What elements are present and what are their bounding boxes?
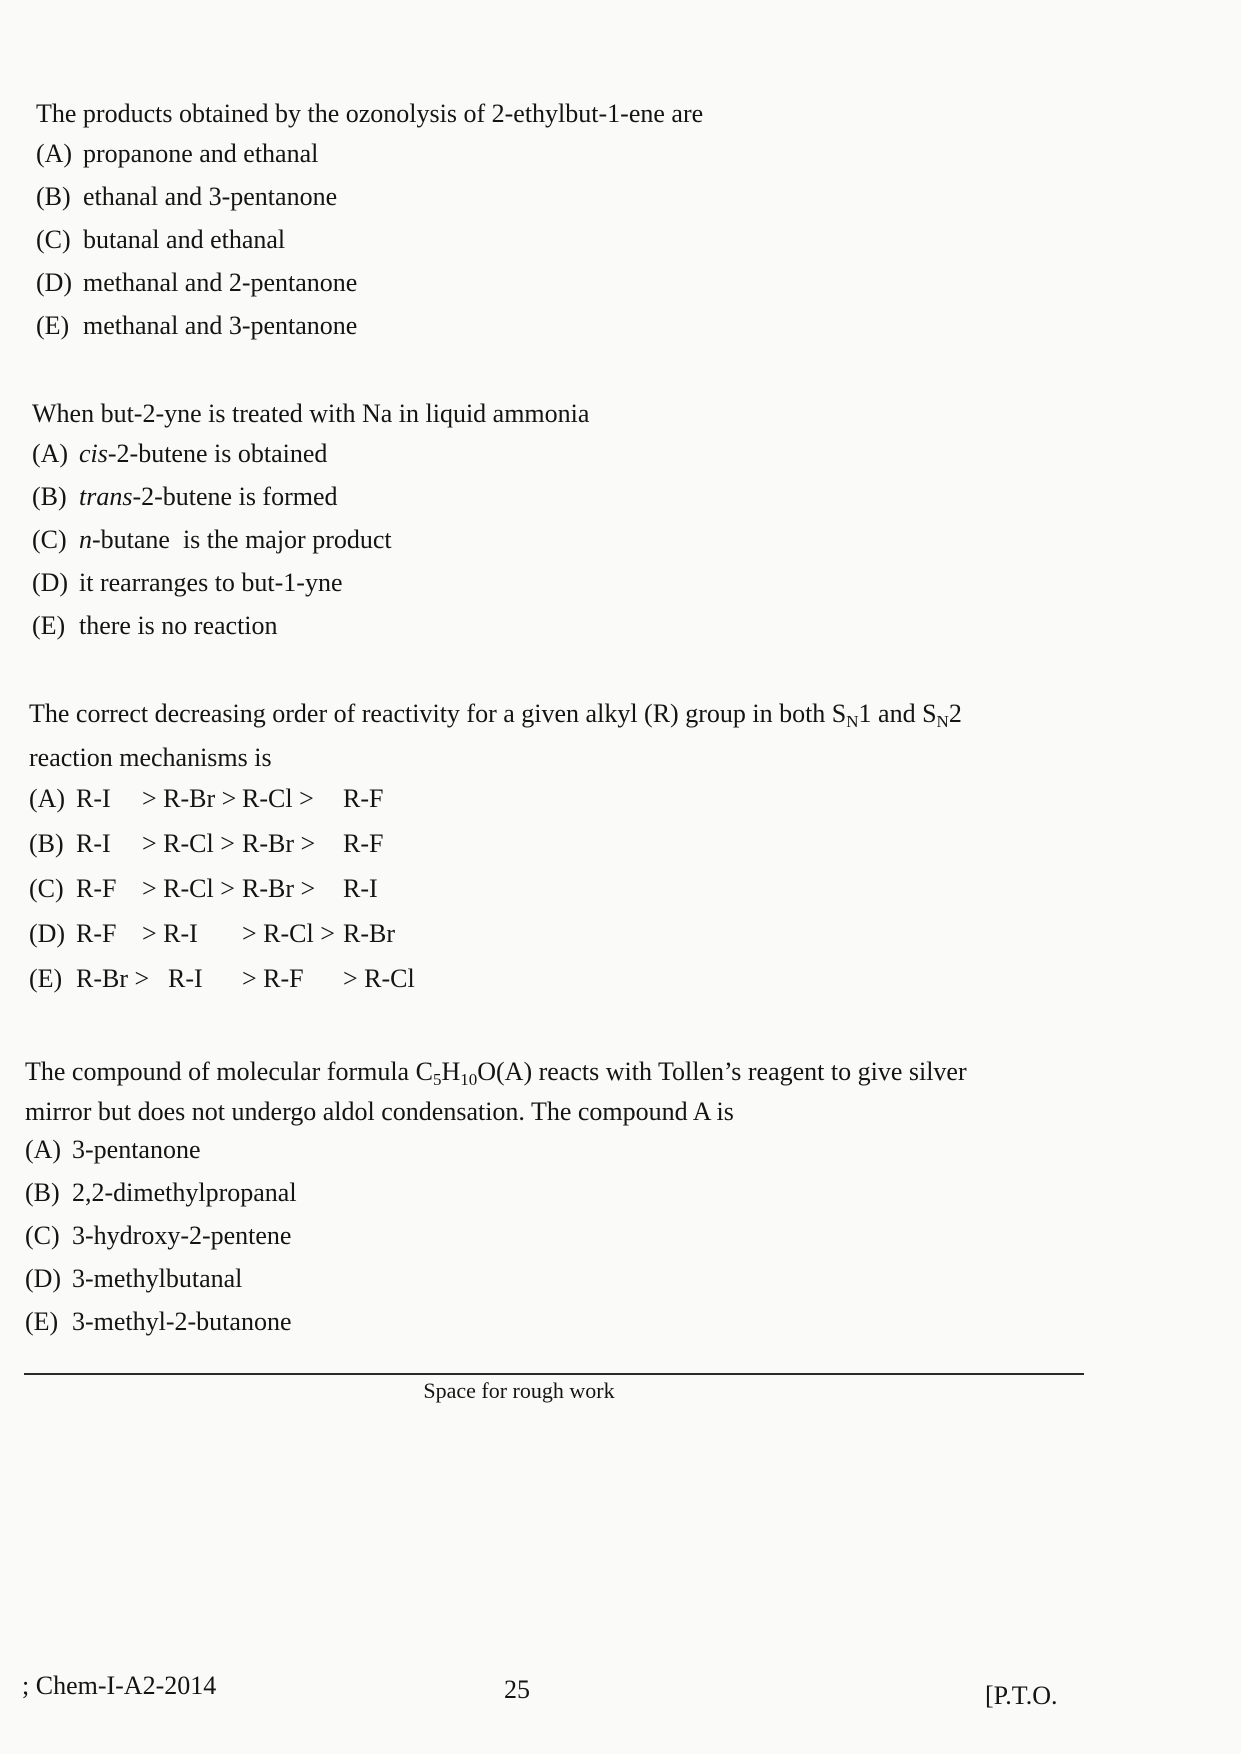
subscript: N	[936, 712, 949, 731]
option-c[interactable]	[29, 866, 962, 911]
option-text: 3-methylbutanal	[72, 1264, 243, 1293]
option-a[interactable]	[25, 1128, 967, 1171]
option-prefix-italic: trans	[79, 482, 133, 511]
option-letter: (B)	[29, 829, 64, 858]
option-prefix-italic: n	[79, 525, 92, 554]
question-stem: When but-2-yne is treated with Na in liquid ammonia	[32, 399, 590, 428]
option-letter: (B)	[36, 182, 71, 211]
rough-work-label: Space for rough work	[423, 1378, 615, 1403]
option-letter: (C)	[32, 525, 67, 554]
option-letter: (C)	[29, 874, 64, 903]
question-tollens	[25, 1056, 967, 1343]
option-b[interactable]	[29, 821, 962, 866]
option-text: 3-pentanone	[72, 1135, 201, 1164]
question-stem	[29, 696, 962, 740]
subscript: 10	[460, 1070, 478, 1089]
subscript: 5	[432, 1070, 442, 1089]
question-but-2-yne	[32, 396, 589, 647]
option-e[interactable]	[29, 956, 962, 1001]
option-text: there is no reaction	[79, 611, 278, 640]
option-letter: (A)	[25, 1135, 62, 1164]
footer-page-number: 25	[504, 1675, 530, 1704]
option-d[interactable]	[32, 561, 589, 604]
option-b[interactable]	[36, 175, 703, 218]
question-stem: The products obtained by the ozonolysis of 2-ethylbut-1-ene are	[36, 99, 704, 128]
order-item: R-F	[76, 874, 117, 903]
option-c[interactable]	[36, 218, 703, 261]
option-letter: (C)	[36, 225, 71, 254]
option-c[interactable]	[32, 518, 589, 561]
option-letter: (E)	[36, 311, 70, 340]
option-b[interactable]	[25, 1171, 967, 1214]
question-sn-reactivity	[29, 696, 962, 1001]
option-a[interactable]	[36, 132, 703, 175]
order-item: > R-F	[242, 964, 304, 993]
order-item: > R-Cl >	[142, 829, 235, 858]
order-item: R-F	[76, 919, 117, 948]
option-e[interactable]	[32, 604, 589, 647]
option-text: methanal and 3-pentanone	[83, 311, 358, 340]
order-item: R-Br >	[76, 964, 150, 993]
option-letter: (D)	[36, 268, 73, 297]
option-text: methanal and 2-pentanone	[83, 268, 358, 297]
option-letter: (D)	[32, 568, 69, 597]
stem-text: 1 and S	[858, 699, 937, 728]
option-text: it rearranges to but-1-yne	[79, 568, 343, 597]
order-item: R-Br >	[242, 829, 316, 858]
option-letter: (E)	[29, 964, 63, 993]
option-prefix-italic: cis	[79, 439, 108, 468]
option-d[interactable]	[25, 1257, 967, 1300]
rough-work-divider	[24, 1373, 1084, 1375]
option-text	[79, 432, 327, 475]
option-letter: (D)	[29, 919, 66, 948]
order-item: > R-Cl >	[242, 919, 335, 948]
option-d[interactable]	[29, 911, 962, 956]
order-item: R-F	[343, 829, 384, 858]
option-text-rest: -2-butene is formed	[132, 482, 338, 511]
order-item: R-I	[343, 874, 378, 903]
order-item: > R-Cl >	[142, 874, 235, 903]
order-item: R-I	[168, 964, 203, 993]
option-text: 3-methyl-2-butanone	[72, 1307, 292, 1336]
stem-text: The compound of molecular formula C	[25, 1057, 433, 1086]
option-letter: (E)	[25, 1307, 59, 1336]
order-item: R-F	[343, 784, 384, 813]
order-item: R-Br	[343, 919, 395, 948]
order-item: > R-I	[142, 919, 198, 948]
option-e[interactable]	[36, 304, 703, 347]
option-letter: (E)	[32, 611, 66, 640]
footer-pto: [P.T.O.	[985, 1681, 1058, 1710]
option-c[interactable]	[25, 1214, 967, 1257]
order-item: R-Cl >	[242, 784, 314, 813]
order-item: > R-Cl	[343, 964, 415, 993]
option-text: 3-hydroxy-2-pentene	[72, 1221, 292, 1250]
option-text: ethanal and 3-pentanone	[83, 182, 338, 211]
footer-paper-code: ; Chem-I-A2-2014	[22, 1671, 217, 1700]
option-text-rest: -butane is the major product	[92, 525, 392, 554]
stem-text: O(A) reacts with Tollen’s reagent to give silver	[477, 1057, 967, 1086]
order-item: R-Br >	[242, 874, 316, 903]
order-item: R-I	[76, 829, 111, 858]
option-letter: (A)	[29, 784, 66, 813]
option-letter: (B)	[25, 1178, 60, 1207]
option-letter: (D)	[25, 1264, 62, 1293]
option-text-rest: -2-butene is obtained	[107, 439, 328, 468]
stem-text: The correct decreasing order of reactivity for a given alkyl (R) group in both S	[29, 699, 847, 728]
order-item: R-I	[76, 784, 111, 813]
option-letter: (A)	[36, 139, 73, 168]
option-text	[79, 518, 392, 561]
question-stem-line2: reaction mechanisms is	[29, 743, 272, 772]
option-letter: (B)	[32, 482, 67, 511]
option-d[interactable]	[36, 261, 703, 304]
option-text: 2,2-dimethylpropanal	[72, 1178, 297, 1207]
stem-text: H	[441, 1057, 461, 1086]
question-ozonolysis	[36, 96, 703, 347]
question-stem-line2: mirror but does not undergo aldol condensation. The compound A is	[25, 1097, 734, 1126]
subscript: N	[846, 712, 859, 731]
option-text: butanal and ethanal	[83, 225, 286, 254]
option-a[interactable]	[32, 432, 589, 475]
option-text: propanone and ethanal	[83, 139, 319, 168]
order-item: > R-Br >	[142, 784, 237, 813]
option-letter: (A)	[32, 439, 69, 468]
option-letter: (C)	[25, 1221, 60, 1250]
stem-text: 2	[948, 699, 962, 728]
option-a[interactable]	[29, 776, 962, 821]
option-e[interactable]	[25, 1300, 967, 1343]
question-stem	[25, 1056, 967, 1096]
option-b[interactable]	[32, 475, 589, 518]
option-text	[79, 475, 338, 518]
